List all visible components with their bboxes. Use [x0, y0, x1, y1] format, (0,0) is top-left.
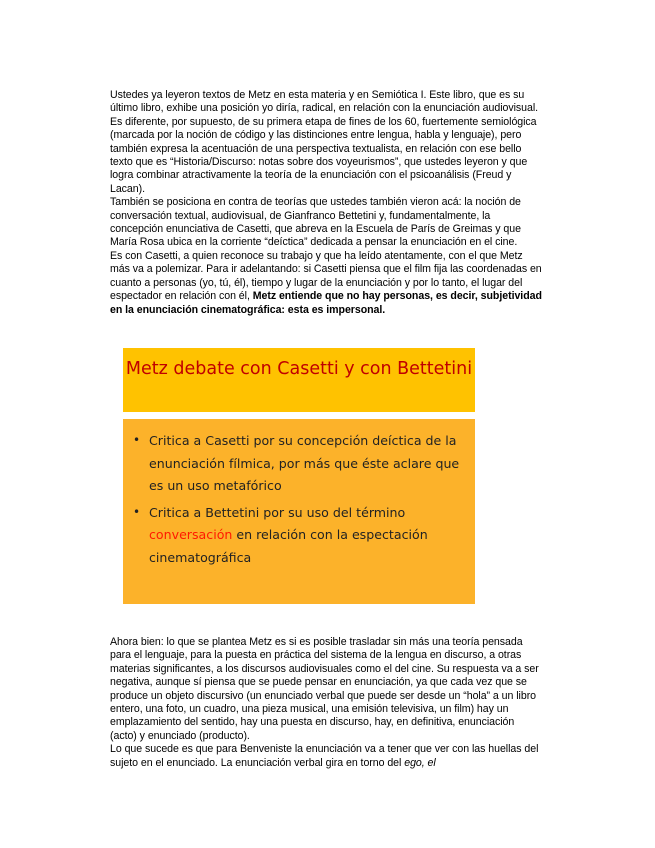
bullet-icon: • [133, 433, 141, 447]
paragraph-ahora-bien: Ahora bien: lo que se plantea Metz es si es posible trasladar sin más una teoría pensada para el lenguaje, para la puesta en práctica del sistema de la lengua en discurso, a otras materias significantes, a los discursos audiovisuales como el del cine. Su respuesta va a ser negativa, aunque sí piensa que se puede pensar en enunciación, ya que cada vez que se produce un objeto discursivo (un enunciado verbal que puede ser desde un “hola” a un libro entero, una foto, un cuadro, una pieza musical, una emisión televisiva, un film) hay un emplazamiento del sentido, hay una puesta en discurso, hay, en definitiva, enunciación (acto) y enunciado (producto). [110, 636, 539, 742]
text-block-top [110, 89, 542, 317]
paragraph-benveniste [110, 743, 542, 770]
slide-bullet-casetti [133, 430, 467, 498]
text-block-bottom [110, 636, 542, 770]
slide-bullet-bettetini [133, 502, 467, 570]
slide-highlight-conversacion: conversación [149, 527, 233, 542]
paragraph-benveniste-italic: ego, el [404, 756, 436, 769]
paragraph-metz-book: Ustedes ya leyeron textos de Metz en esta materia y en Semiótica I. Este libro, que es su último libro, exhibe una posición yo diría, radical, en relación con la enunciación audiovisual. Es diferente, por supuesto, de su primera etapa de fines de los 60, fuertemente semiológica (marcada por la noción de código y las distinciones entre lengua, habla y lenguaje), pero también expresa la acentuación de una perspectiva textualista, en relación con ese bello texto que es “Historia/Discurso: notas sobre dos voyeurismos”, que ustedes leyeron y que logra combinar atractivamente la teoría de la enunciación con el psicoanálisis (Freud y Lacan). [110, 89, 539, 195]
paragraph-casetti-bold: Metz entiende que no hay personas, es decir, subjetividad en la enunciación cinematográfica: esta es impersonal. [110, 290, 542, 316]
bullet-icon: • [133, 504, 141, 519]
paragraph-casetti-text: Es con Casetti, a quien reconoce su trabajo y que ha leído atentamente, con el que Metz más va a polemizar. Para ir adelantando: si Casetti piensa que el film fija las coordenadas en cuanto a personas (yo, tú, él), tiempo y lugar de la enunciación y por lo tanto, el lugar del espectador en relación con él, [110, 249, 542, 303]
paragraph-casetti [110, 250, 542, 317]
slide-bullet-bettetini-before: Critica a Bettetini por su uso del término [149, 504, 406, 520]
slide-body [123, 419, 475, 604]
slide-title: Metz debate con Casetti y con Bettetini [123, 348, 475, 412]
paragraph-opposing-theories: También se posiciona en contra de teorías que ustedes también vieron acá: la noción de conversación textual, audiovisual, de Gianfranco Bettetini y, fundamentalmente, la concepción enunciativa de Casetti, que abreva en la Escuela de París de Greimas y que María Rosa ubica en la corriente “deíctica” dedicada a pensar la enunciación en el cine. [110, 196, 521, 249]
slide-bullet-bettetini-after: en relación con la espectación cinematográfica [149, 527, 428, 565]
paragraph-benveniste-text: Lo que sucede es que para Benveniste la enunciación va a tener que ver con las huellas del sujeto en el enunciado. La enunciación verbal gira en torno del [110, 743, 539, 769]
slide-bullet-casetti-text: Critica a Casetti por su concepción deíctica de la enunciación fílmica, por más que éste aclare que es un uso metafórico [149, 433, 460, 493]
slide-image [123, 348, 475, 604]
